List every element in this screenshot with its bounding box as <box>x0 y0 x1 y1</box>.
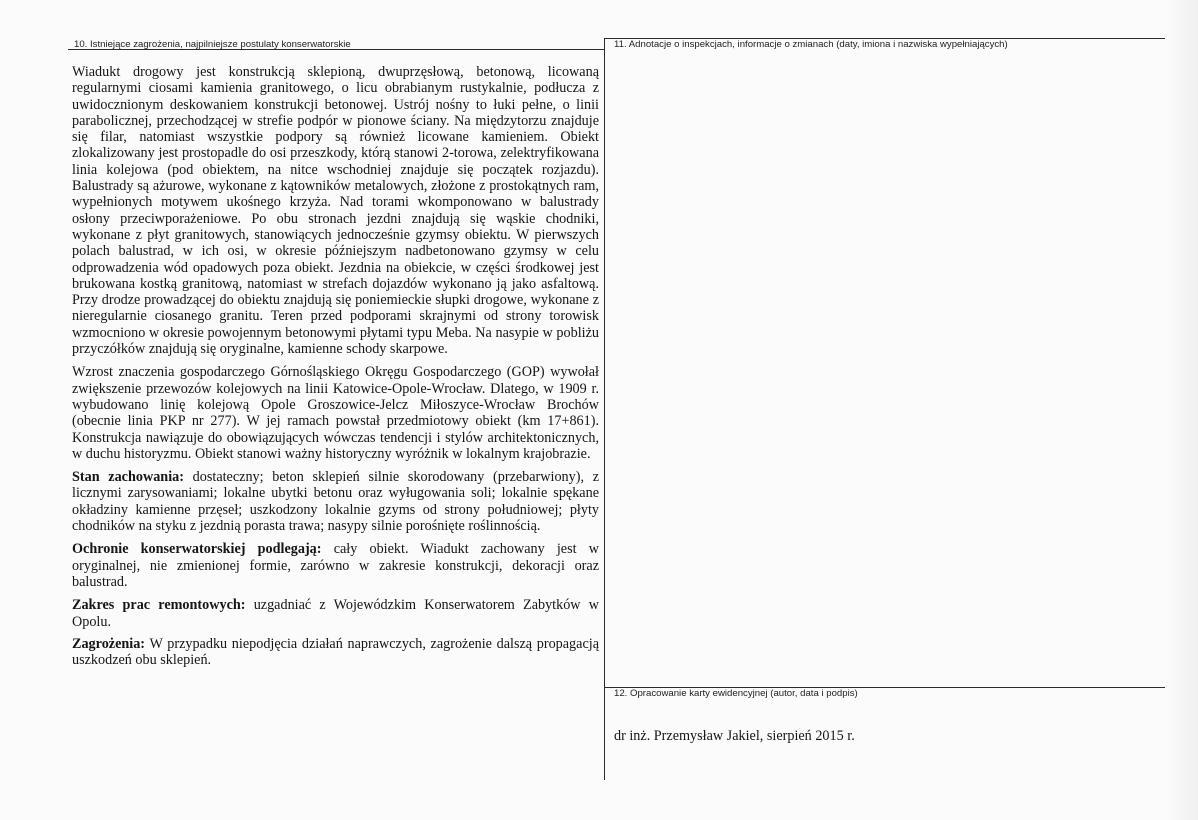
repair-scope-label: Zakres prac remontowych: <box>72 597 246 614</box>
author-signature: dr inż. Przemysław Jakiel, sierpień 2015 r. <box>614 728 855 744</box>
repair-scope-paragraph <box>72 597 599 630</box>
description-paragraph: Wiadukt drogowy jest konstrukcją sklepioną, dwuprzęsłową, betonową, licowaną regularnymi ciosami kamienia granitowego, o licu obrabianym rustykalnie, podłucza z uwidocznionym deskowaniem konstrukcji betonowej. Ustrój nośny to łuki pełne, o linii parabolicznej, przechodzącej w strefie podpór w pionowe ściany. Na międzytorzu znajduje się filar, natomiast wszystkie podpory są również licowane kamieniem. Obiekt zlokalizowany jest prostopadle do osi przeszkody, którą stanowi 2-torowa, zelektryfikowana linia kolejowa (pod obiektem, na nitce wschodniej znajduje się początek rozjazdu). Balustrady są ażurowe, wykonane z kątowników metalowych, złożone z prostokątnych ram, wypełnionych motywem ukośnego krzyża. Nad torami wkomponowano w balustrady osłony przeciwporażeniowe. Po obu stronach jezdni znajdują się wąskie chodniki, wykonane z płyt granitowych, stanowiących jednocześnie gzymsy obiektu. W pierwszych polach balustrad, w ich osi, w okresie późniejszym nadbetonowano gzymsy w celu odprowadzenia wód opadowych poza obiekt. Jezdnia na obiekcie, w części środkowej jest brukowana kostką granitową, natomiast w strefach dojazdów wykonano ją jako asfaltową. Przy drodze prowadzącej do obiektu znajdują się poniemieckie słupki drogowe, wykonane z nieregularnie ciosanego granitu. Teren przed podporami skrajnymi od strony torowisk wzmocniono w okresie powojennym betonowymi płytami typu Meba. Na nasypie w pobliżu przyczółków znajdują się oryginalne, kamienne schody skarpowe. <box>72 64 599 358</box>
condition-label: Stan zachowania: <box>72 469 184 486</box>
threats-paragraph <box>72 636 599 669</box>
history-paragraph: Wzrost znaczenia gospodarczego Górnośląskiego Okręgu Gospodarczego (GOP) wywołał zwiększenie przewozów kolejowych na linii Katowice-Opole-Wrocław. Dlatego, w 1909 r. wybudowano linię kolejową Opole Groszowice-Jelcz Miłoszyce-Wrocław Brochów (obecnie linia PKP nr 277). W jej ramach powstał przedmiotowy obiekt (km 17+861). Konstrukcja nawiązuje do obowiązujących wówczas tendencji i stylów architektonicznych, w duchu historyzmu. Obiekt stanowi ważny historyczny wyróżnik w lokalnym krajobrazie. <box>72 364 599 462</box>
condition-text: dostateczny; beton sklepień silnie skorodowany (przebarwiony), z licznymi zarysowaniami; lokalne ubytki betonu oraz wyługowania soli; lokalnie spękane okładziny kamienne przęseł; uszkodzony lokalnie gzyms od strony południowej; płyty chodników na styku z jezdnią porasta trawa; nasypy silnie porośnięte roślinnością. <box>72 469 600 535</box>
condition-paragraph <box>72 469 599 534</box>
threats-text: W przypadku niepodjęcia działań naprawczych, zagrożenie dalszą propagacją uszkodzeń obu sklepień. <box>72 635 599 669</box>
protection-paragraph <box>72 541 599 590</box>
protection-text: cały obiekt. Wiadukt zachowany jest w oryginalnej, nie zmienionej formie, zarówno w zakresie konstrukcji, dekoracji oraz balustrad. <box>72 541 599 590</box>
section10-body <box>72 64 599 675</box>
section12-header: 12. Opracowanie karty ewidencyjnej (autor, data i podpis) <box>614 688 858 699</box>
column-divider <box>604 38 605 780</box>
section11-header: 11. Adnotacje o inspekcjach, informacje o zmianach (daty, imiona i nazwiska wypełniających) <box>614 39 1008 50</box>
threats-label: Zagrożenia: <box>72 635 146 652</box>
scan-edge <box>1165 0 1198 820</box>
protection-label: Ochronie konserwatorskiej podlegają: <box>72 541 322 558</box>
repair-scope-text: uzgadniać z Wojewódzkim Konserwatorem Zabytków w Opolu. <box>72 597 599 630</box>
section10-header: 10. Istniejące zagrożenia, najpilniejsze postulaty konserwatorskie <box>74 39 351 50</box>
